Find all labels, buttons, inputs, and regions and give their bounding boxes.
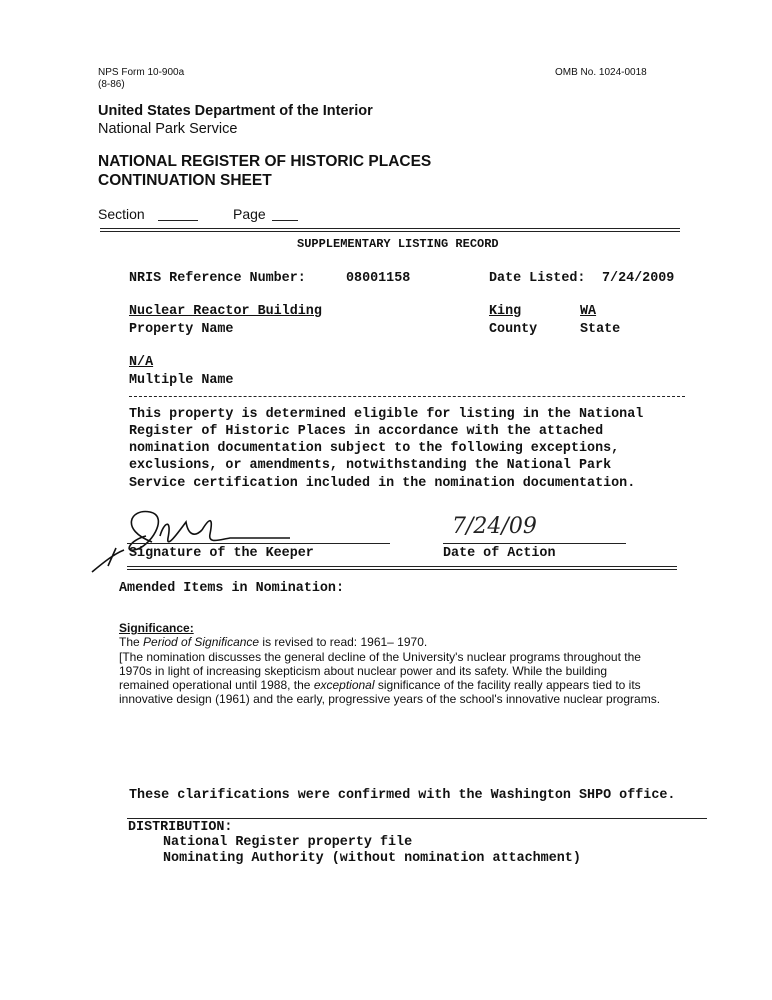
statement-line: This property is determined eligible for listing in the National	[129, 407, 644, 422]
period-text-pre: The	[119, 635, 144, 649]
nris-label: NRIS Reference Number:	[129, 271, 306, 286]
distribution-item: National Register property file	[163, 835, 413, 850]
amended-heading: Amended Items in Nomination:	[119, 581, 344, 596]
header-divider	[100, 228, 680, 232]
sheet-title-line1: NATIONAL REGISTER OF HISTORIC PLACES	[98, 153, 432, 170]
service-name: National Park Service	[98, 121, 238, 137]
period-text-em: Period of Significance	[143, 635, 260, 649]
distribution-heading: DISTRIBUTION:	[128, 820, 233, 835]
section-label: Section	[98, 206, 145, 222]
form-number: NPS Form 10-900a	[98, 67, 185, 78]
record-divider	[129, 396, 685, 397]
multiple-name-value: N/A	[129, 355, 154, 370]
keeper-label: Signature of the Keeper	[129, 546, 314, 561]
significance-paragraph-line: [The nomination discusses the general decline of the University's nuclear programs throughout the	[119, 650, 641, 664]
date-line	[443, 543, 626, 544]
handwritten-date: 7/24/09	[452, 514, 537, 539]
paragraph-text-post: significance of the facility really appears tied to its	[374, 678, 641, 692]
county-label: County	[489, 322, 538, 337]
date-listed-label: Date Listed:	[489, 271, 586, 286]
record-heading: SUPPLEMENTARY LISTING RECORD	[297, 237, 499, 251]
distribution-item: Nominating Authority (without nomination attachment)	[163, 851, 581, 866]
significance-paragraph-line	[119, 678, 641, 693]
action-label: Date of Action	[443, 546, 556, 561]
signature-line	[127, 543, 390, 544]
statement-line: Register of Historic Places in accordance with the attached	[129, 424, 604, 439]
sheet-title-line2: CONTINUATION SHEET	[98, 172, 272, 189]
county-value: King	[489, 304, 522, 319]
page-blank	[272, 220, 298, 221]
state-value: WA	[580, 304, 597, 319]
period-text-post: is revised to read: 1961– 1970.	[259, 635, 428, 649]
statement-line: Service certification included in the nomination documentation.	[129, 476, 636, 491]
multiple-name-label: Multiple Name	[129, 373, 234, 388]
nris-value: 08001158	[346, 271, 411, 286]
distribution-divider	[127, 818, 707, 819]
significance-paragraph-line: 1970s in light of increasing skepticism about nuclear power and its safety. While the building	[119, 664, 608, 678]
form-revision: (8-86)	[98, 79, 125, 90]
statement-line: exclusions, or amendments, notwithstanding the National Park	[129, 458, 612, 473]
paragraph-text-pre: remained operational until 1988, the	[119, 678, 314, 692]
omb-number: OMB No. 1024-0018	[555, 67, 647, 78]
date-listed-value: 7/24/2009	[602, 271, 675, 286]
significance-paragraph-line: innovative design (1961) and the early, progressive years of the school's innovative nuclear programs.	[119, 692, 661, 706]
significance-heading: Significance:	[119, 621, 194, 635]
section-blank	[158, 220, 198, 221]
page-label: Page	[233, 206, 266, 222]
statement-line: nomination documentation subject to the following exceptions,	[129, 441, 620, 456]
state-label: State	[580, 322, 621, 337]
department-name: United States Department of the Interior	[98, 103, 373, 119]
signature-divider	[127, 566, 677, 570]
significance-period	[119, 635, 427, 650]
property-name-label: Property Name	[129, 322, 234, 337]
paragraph-text-em: exceptional	[313, 678, 375, 692]
confirmation-note: These clarifications were confirmed with the Washington SHPO office.	[129, 788, 676, 803]
property-name-value: Nuclear Reactor Building	[129, 304, 322, 319]
